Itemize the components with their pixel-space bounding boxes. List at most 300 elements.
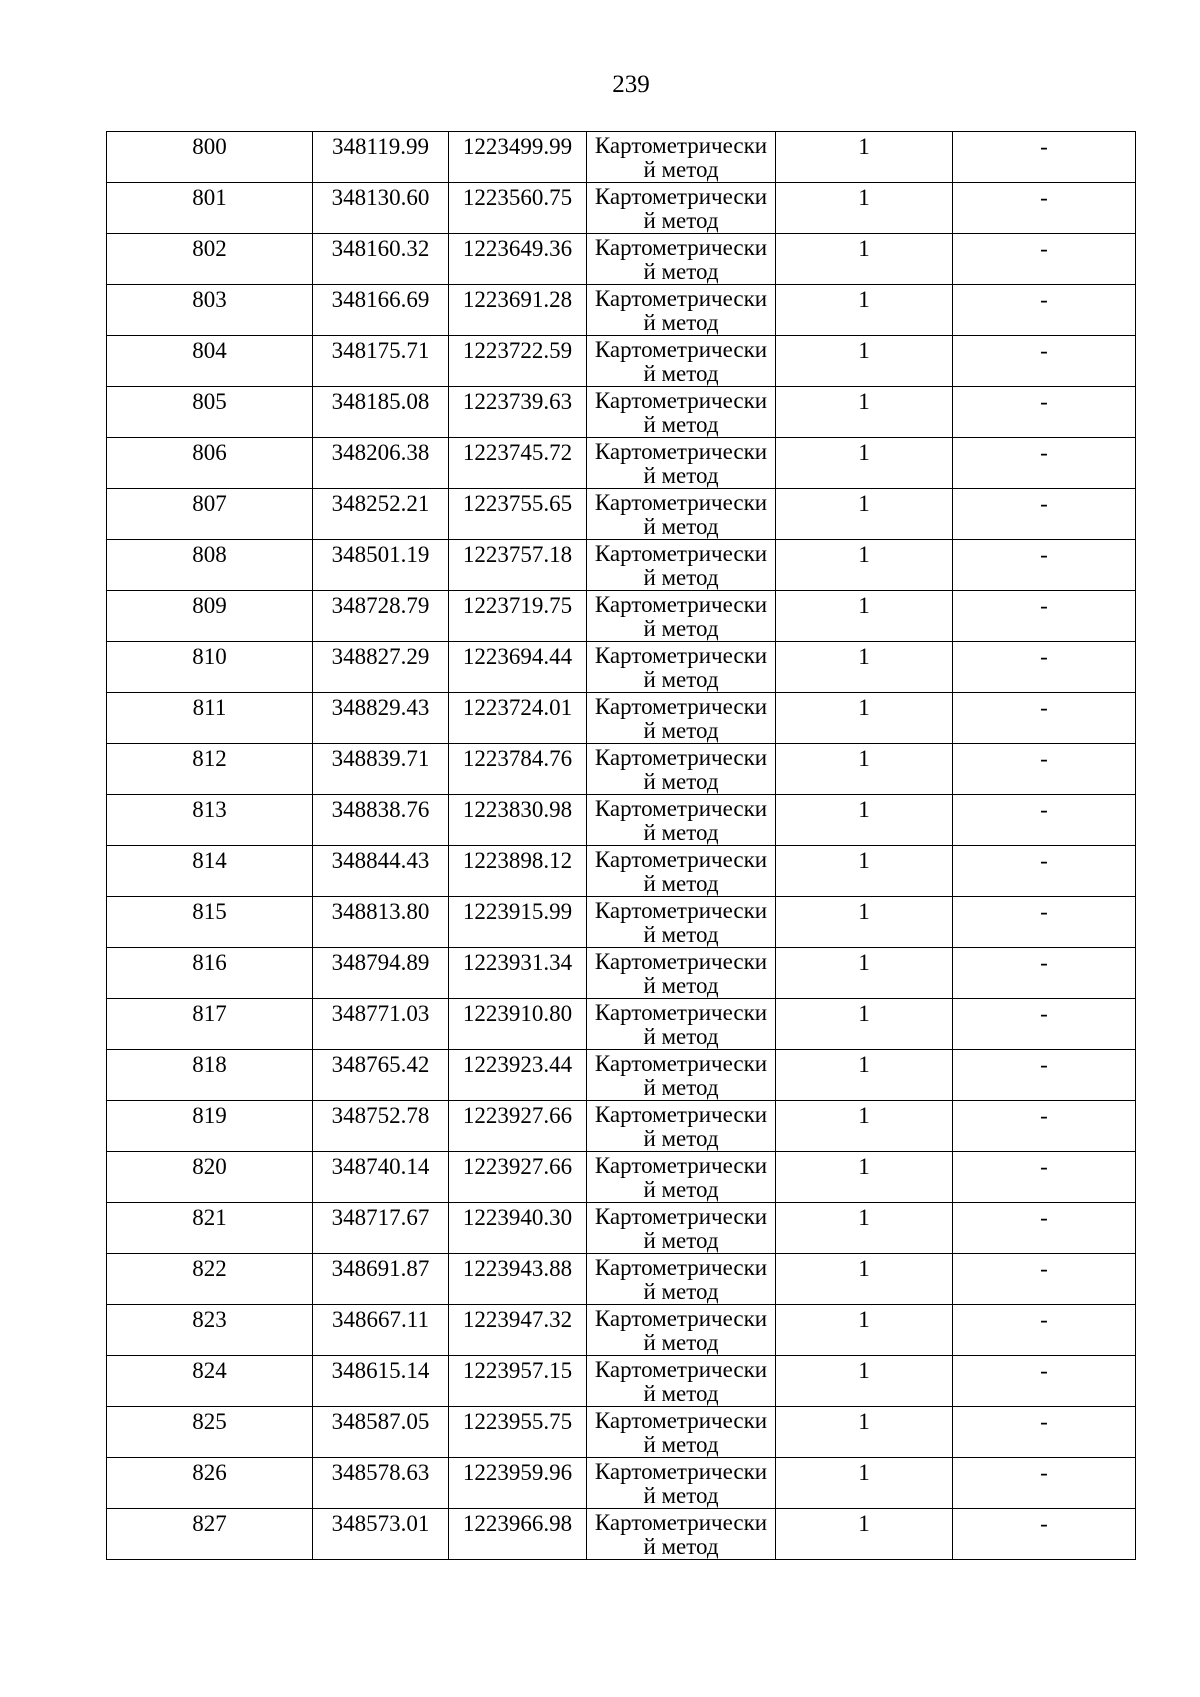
method-value: Картометрически й метод — [594, 847, 768, 896]
precision-cell — [776, 1407, 953, 1458]
method-value: Картометрически й метод — [594, 1510, 768, 1559]
point-number-value: 802 — [192, 236, 227, 261]
point-number-cell — [107, 948, 313, 999]
description-value: - — [1040, 1052, 1048, 1077]
y-coordinate-value: 1223649.36 — [462, 236, 573, 261]
point-number-value: 820 — [192, 1154, 227, 1179]
method-value: Картометрически й метод — [594, 1459, 768, 1508]
point-number-cell — [107, 897, 313, 948]
x-coordinate-value: 348844.43 — [331, 848, 430, 873]
description-cell — [953, 795, 1136, 846]
table-row — [107, 1509, 1136, 1560]
x-coordinate-cell — [313, 795, 449, 846]
y-coordinate-cell — [449, 336, 587, 387]
precision-value: 1 — [858, 287, 870, 312]
point-number-cell — [107, 846, 313, 897]
precision-cell — [776, 183, 953, 234]
description-cell — [953, 1509, 1136, 1560]
method-cell — [587, 1509, 776, 1560]
y-coordinate-value: 1223898.12 — [462, 848, 573, 873]
point-number-value: 825 — [192, 1409, 227, 1434]
point-number-value: 827 — [192, 1511, 227, 1536]
y-coordinate-value: 1223915.99 — [462, 899, 573, 924]
description-value: - — [1040, 491, 1048, 516]
y-coordinate-cell — [449, 132, 587, 183]
x-coordinate-cell — [313, 693, 449, 744]
description-cell — [953, 132, 1136, 183]
y-coordinate-cell — [449, 387, 587, 438]
table-row — [107, 897, 1136, 948]
precision-value: 1 — [858, 644, 870, 669]
precision-value: 1 — [858, 1205, 870, 1230]
x-coordinate-value: 348501.19 — [331, 542, 430, 567]
precision-value: 1 — [858, 185, 870, 210]
precision-value: 1 — [858, 1409, 870, 1434]
description-cell — [953, 744, 1136, 795]
precision-cell — [776, 1050, 953, 1101]
method-value: Картометрически й метод — [594, 286, 768, 335]
method-cell — [587, 1356, 776, 1407]
description-value: - — [1040, 1358, 1048, 1383]
method-cell — [587, 183, 776, 234]
precision-cell — [776, 1356, 953, 1407]
precision-cell — [776, 387, 953, 438]
description-cell — [953, 1203, 1136, 1254]
table-row — [107, 1407, 1136, 1458]
method-cell — [587, 1152, 776, 1203]
y-coordinate-value: 1223499.99 — [462, 134, 573, 159]
y-coordinate-cell — [449, 183, 587, 234]
method-value: Картометрически й метод — [594, 643, 768, 692]
point-number-cell — [107, 540, 313, 591]
y-coordinate-cell — [449, 1407, 587, 1458]
description-value: - — [1040, 1001, 1048, 1026]
y-coordinate-cell — [449, 999, 587, 1050]
precision-value: 1 — [858, 389, 870, 414]
x-coordinate-value: 348166.69 — [331, 287, 430, 312]
y-coordinate-cell — [449, 1458, 587, 1509]
description-value: - — [1040, 1460, 1048, 1485]
point-number-value: 813 — [192, 797, 227, 822]
x-coordinate-cell — [313, 489, 449, 540]
table-row — [107, 948, 1136, 999]
method-value: Картометрически й метод — [594, 1051, 768, 1100]
table-row — [107, 1254, 1136, 1305]
method-value: Картометрически й метод — [594, 694, 768, 743]
x-coordinate-value: 348175.71 — [331, 338, 430, 363]
table-row — [107, 999, 1136, 1050]
method-cell — [587, 795, 776, 846]
description-value: - — [1040, 695, 1048, 720]
x-coordinate-cell — [313, 948, 449, 999]
method-value: Картометрически й метод — [594, 184, 768, 233]
y-coordinate-cell — [449, 285, 587, 336]
method-cell — [587, 285, 776, 336]
point-number-cell — [107, 285, 313, 336]
y-coordinate-value: 1223722.59 — [462, 338, 573, 363]
coordinates-table-body — [107, 132, 1136, 1560]
precision-value: 1 — [858, 1256, 870, 1281]
point-number-value: 819 — [192, 1103, 227, 1128]
description-cell — [953, 540, 1136, 591]
x-coordinate-value: 348740.14 — [331, 1154, 430, 1179]
table-row — [107, 438, 1136, 489]
x-coordinate-value: 348838.76 — [331, 797, 430, 822]
x-coordinate-value: 348667.11 — [332, 1307, 429, 1332]
y-coordinate-cell — [449, 1101, 587, 1152]
precision-cell — [776, 591, 953, 642]
precision-cell — [776, 1509, 953, 1560]
point-number-value: 821 — [192, 1205, 227, 1230]
method-cell — [587, 1203, 776, 1254]
description-cell — [953, 285, 1136, 336]
point-number-cell — [107, 1458, 313, 1509]
description-cell — [953, 1407, 1136, 1458]
description-cell — [953, 693, 1136, 744]
y-coordinate-value: 1223757.18 — [462, 542, 573, 567]
precision-value: 1 — [858, 746, 870, 771]
method-cell — [587, 387, 776, 438]
description-value: - — [1040, 1205, 1048, 1230]
page-number: 239 — [612, 71, 650, 98]
point-number-value: 824 — [192, 1358, 227, 1383]
table-row — [107, 540, 1136, 591]
x-coordinate-cell — [313, 1407, 449, 1458]
method-cell — [587, 1305, 776, 1356]
x-coordinate-cell — [313, 897, 449, 948]
x-coordinate-cell — [313, 540, 449, 591]
y-coordinate-cell — [449, 693, 587, 744]
precision-cell — [776, 1305, 953, 1356]
precision-cell — [776, 846, 953, 897]
y-coordinate-cell — [449, 744, 587, 795]
point-number-cell — [107, 642, 313, 693]
description-value: - — [1040, 287, 1048, 312]
description-value: - — [1040, 542, 1048, 567]
method-value: Картометрически й метод — [594, 1204, 768, 1253]
method-value: Картометрически й метод — [594, 1255, 768, 1304]
y-coordinate-value: 1223959.96 — [462, 1460, 573, 1485]
precision-cell — [776, 999, 953, 1050]
description-value: - — [1040, 338, 1048, 363]
precision-value: 1 — [858, 848, 870, 873]
y-coordinate-cell — [449, 948, 587, 999]
table-row — [107, 1203, 1136, 1254]
precision-cell — [776, 540, 953, 591]
method-cell — [587, 489, 776, 540]
method-value: Картометрически й метод — [594, 133, 768, 182]
method-cell — [587, 642, 776, 693]
method-value: Картометрически й метод — [594, 490, 768, 539]
y-coordinate-cell — [449, 1254, 587, 1305]
method-value: Картометрически й метод — [594, 949, 768, 998]
y-coordinate-cell — [449, 1050, 587, 1101]
precision-value: 1 — [858, 1460, 870, 1485]
method-cell — [587, 744, 776, 795]
x-coordinate-cell — [313, 591, 449, 642]
table-row — [107, 693, 1136, 744]
table-row — [107, 1458, 1136, 1509]
y-coordinate-value: 1223719.75 — [462, 593, 573, 618]
point-number-value: 823 — [192, 1307, 227, 1332]
precision-cell — [776, 1254, 953, 1305]
table-row — [107, 591, 1136, 642]
precision-value: 1 — [858, 1001, 870, 1026]
description-value: - — [1040, 950, 1048, 975]
table-row — [107, 1305, 1136, 1356]
method-value: Картометрически й метод — [594, 592, 768, 641]
table-row — [107, 846, 1136, 897]
precision-value: 1 — [858, 797, 870, 822]
x-coordinate-cell — [313, 1050, 449, 1101]
precision-value: 1 — [858, 338, 870, 363]
table-row — [107, 642, 1136, 693]
description-value: - — [1040, 185, 1048, 210]
y-coordinate-cell — [449, 1356, 587, 1407]
y-coordinate-cell — [449, 540, 587, 591]
method-cell — [587, 1407, 776, 1458]
description-cell — [953, 336, 1136, 387]
description-cell — [953, 642, 1136, 693]
x-coordinate-value: 348728.79 — [331, 593, 430, 618]
description-cell — [953, 1152, 1136, 1203]
method-value: Картометрически й метод — [594, 1153, 768, 1202]
y-coordinate-value: 1223910.80 — [462, 1001, 573, 1026]
precision-value: 1 — [858, 1358, 870, 1383]
y-coordinate-value: 1223943.88 — [462, 1256, 573, 1281]
y-coordinate-value: 1223966.98 — [462, 1511, 573, 1536]
description-cell — [953, 1050, 1136, 1101]
point-number-cell — [107, 1152, 313, 1203]
table-row — [107, 234, 1136, 285]
precision-value: 1 — [858, 950, 870, 975]
point-number-value: 803 — [192, 287, 227, 312]
precision-cell — [776, 234, 953, 285]
x-coordinate-cell — [313, 744, 449, 795]
method-cell — [587, 540, 776, 591]
point-number-value: 807 — [192, 491, 227, 516]
description-cell — [953, 1254, 1136, 1305]
method-value: Картометрически й метод — [594, 898, 768, 947]
method-cell — [587, 846, 776, 897]
y-coordinate-value: 1223739.63 — [462, 389, 573, 414]
method-value: Картометрически й метод — [594, 541, 768, 590]
precision-value: 1 — [858, 491, 870, 516]
y-coordinate-value: 1223955.75 — [462, 1409, 573, 1434]
y-coordinate-value: 1223784.76 — [462, 746, 573, 771]
description-value: - — [1040, 134, 1048, 159]
precision-cell — [776, 132, 953, 183]
precision-cell — [776, 693, 953, 744]
precision-cell — [776, 336, 953, 387]
y-coordinate-cell — [449, 1203, 587, 1254]
description-cell — [953, 897, 1136, 948]
x-coordinate-cell — [313, 1509, 449, 1560]
description-value: - — [1040, 1511, 1048, 1536]
table-row — [107, 744, 1136, 795]
precision-cell — [776, 795, 953, 846]
point-number-cell — [107, 1254, 313, 1305]
description-cell — [953, 183, 1136, 234]
description-cell — [953, 387, 1136, 438]
point-number-value: 812 — [192, 746, 227, 771]
precision-cell — [776, 744, 953, 795]
precision-value: 1 — [858, 440, 870, 465]
point-number-cell — [107, 999, 313, 1050]
precision-value: 1 — [858, 1154, 870, 1179]
method-cell — [587, 1101, 776, 1152]
point-number-cell — [107, 132, 313, 183]
x-coordinate-cell — [313, 285, 449, 336]
x-coordinate-value: 348829.43 — [331, 695, 430, 720]
description-value: - — [1040, 848, 1048, 873]
point-number-value: 822 — [192, 1256, 227, 1281]
y-coordinate-cell — [449, 795, 587, 846]
precision-value: 1 — [858, 236, 870, 261]
method-cell — [587, 234, 776, 285]
point-number-value: 811 — [192, 695, 227, 720]
method-cell — [587, 1458, 776, 1509]
description-cell — [953, 846, 1136, 897]
precision-value: 1 — [858, 1052, 870, 1077]
precision-value: 1 — [858, 542, 870, 567]
method-value: Картометрически й метод — [594, 1408, 768, 1457]
point-number-value: 800 — [192, 134, 227, 159]
x-coordinate-cell — [313, 387, 449, 438]
point-number-cell — [107, 1356, 313, 1407]
description-cell — [953, 234, 1136, 285]
x-coordinate-value: 348252.21 — [331, 491, 430, 516]
table-row — [107, 795, 1136, 846]
point-number-cell — [107, 387, 313, 438]
x-coordinate-value: 348578.63 — [331, 1460, 430, 1485]
y-coordinate-value: 1223830.98 — [462, 797, 573, 822]
x-coordinate-value: 348573.01 — [331, 1511, 430, 1536]
x-coordinate-value: 348615.14 — [331, 1358, 430, 1383]
x-coordinate-value: 348206.38 — [331, 440, 430, 465]
x-coordinate-value: 348839.71 — [331, 746, 430, 771]
y-coordinate-cell — [449, 642, 587, 693]
point-number-cell — [107, 795, 313, 846]
x-coordinate-cell — [313, 1356, 449, 1407]
x-coordinate-cell — [313, 183, 449, 234]
table-row — [107, 336, 1136, 387]
table-row — [107, 489, 1136, 540]
x-coordinate-cell — [313, 1101, 449, 1152]
table-row — [107, 387, 1136, 438]
x-coordinate-cell — [313, 1254, 449, 1305]
y-coordinate-value: 1223560.75 — [462, 185, 573, 210]
description-value: - — [1040, 899, 1048, 924]
method-cell — [587, 591, 776, 642]
description-value: - — [1040, 746, 1048, 771]
precision-value: 1 — [858, 1103, 870, 1128]
point-number-cell — [107, 1203, 313, 1254]
point-number-value: 818 — [192, 1052, 227, 1077]
point-number-value: 816 — [192, 950, 227, 975]
description-value: - — [1040, 1307, 1048, 1332]
description-value: - — [1040, 593, 1048, 618]
y-coordinate-cell — [449, 591, 587, 642]
x-coordinate-value: 348119.99 — [332, 134, 429, 159]
point-number-value: 826 — [192, 1460, 227, 1485]
precision-cell — [776, 438, 953, 489]
precision-value: 1 — [858, 695, 870, 720]
description-value: - — [1040, 236, 1048, 261]
table-row — [107, 285, 1136, 336]
precision-cell — [776, 1203, 953, 1254]
method-cell — [587, 132, 776, 183]
x-coordinate-value: 348771.03 — [331, 1001, 430, 1026]
y-coordinate-value: 1223940.30 — [462, 1205, 573, 1230]
point-number-value: 804 — [192, 338, 227, 363]
precision-value: 1 — [858, 899, 870, 924]
x-coordinate-value: 348691.87 — [331, 1256, 430, 1281]
description-value: - — [1040, 440, 1048, 465]
method-value: Картометрически й метод — [594, 745, 768, 794]
y-coordinate-value: 1223947.32 — [462, 1307, 573, 1332]
point-number-cell — [107, 693, 313, 744]
y-coordinate-value: 1223957.15 — [462, 1358, 573, 1383]
point-number-cell — [107, 591, 313, 642]
y-coordinate-value: 1223694.44 — [462, 644, 573, 669]
point-number-value: 809 — [192, 593, 227, 618]
precision-cell — [776, 948, 953, 999]
point-number-cell — [107, 1509, 313, 1560]
x-coordinate-value: 348130.60 — [331, 185, 430, 210]
precision-cell — [776, 642, 953, 693]
x-coordinate-cell — [313, 846, 449, 897]
point-number-cell — [107, 1050, 313, 1101]
y-coordinate-cell — [449, 1152, 587, 1203]
precision-value: 1 — [858, 1511, 870, 1536]
table-row — [107, 183, 1136, 234]
point-number-cell — [107, 438, 313, 489]
method-value: Картометрически й метод — [594, 337, 768, 386]
y-coordinate-value: 1223755.65 — [462, 491, 573, 516]
description-cell — [953, 489, 1136, 540]
x-coordinate-value: 348813.80 — [331, 899, 430, 924]
y-coordinate-value: 1223923.44 — [462, 1052, 573, 1077]
y-coordinate-cell — [449, 438, 587, 489]
method-value: Картометрически й метод — [594, 439, 768, 488]
precision-cell — [776, 897, 953, 948]
x-coordinate-cell — [313, 336, 449, 387]
description-cell — [953, 1458, 1136, 1509]
point-number-cell — [107, 744, 313, 795]
y-coordinate-cell — [449, 1509, 587, 1560]
x-coordinate-cell — [313, 132, 449, 183]
point-number-value: 801 — [192, 185, 227, 210]
precision-cell — [776, 1152, 953, 1203]
precision-cell — [776, 489, 953, 540]
point-number-cell — [107, 234, 313, 285]
description-value: - — [1040, 1154, 1048, 1179]
description-cell — [953, 999, 1136, 1050]
y-coordinate-value: 1223927.66 — [462, 1154, 573, 1179]
description-cell — [953, 438, 1136, 489]
precision-cell — [776, 1101, 953, 1152]
coordinates-table — [106, 131, 1136, 1560]
y-coordinate-cell — [449, 846, 587, 897]
precision-value: 1 — [858, 1307, 870, 1332]
point-number-cell — [107, 336, 313, 387]
table-row — [107, 1101, 1136, 1152]
method-cell — [587, 693, 776, 744]
x-coordinate-cell — [313, 1203, 449, 1254]
description-cell — [953, 1356, 1136, 1407]
point-number-cell — [107, 1305, 313, 1356]
